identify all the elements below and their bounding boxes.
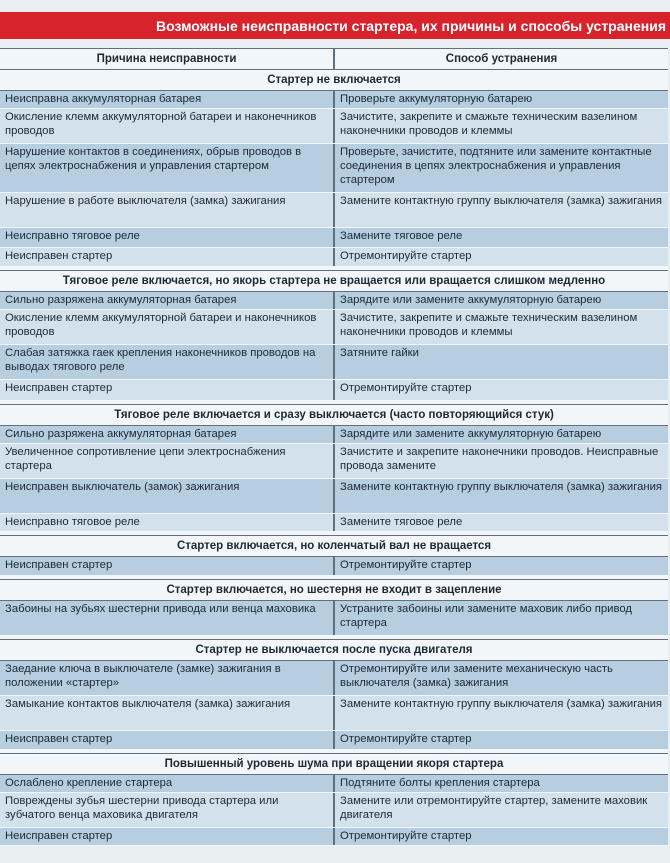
table-row bbox=[0, 661, 668, 696]
table-row bbox=[0, 228, 668, 248]
fix-cell: Подтяните болты крепления стартера bbox=[340, 777, 540, 789]
troubleshooting-table bbox=[0, 48, 668, 846]
cause-cell: Нарушение контактов в соединениях, обрыв проводов в цепях электроснабжения и управления стартером bbox=[0, 144, 335, 192]
table-row bbox=[0, 601, 668, 636]
fix-cell: Отремонтируйте стартер bbox=[340, 830, 472, 842]
table-row bbox=[0, 109, 668, 144]
section-heading: Тяговое реле включается и сразу выключается (часто повторяющийся стук) bbox=[0, 405, 668, 426]
table-row bbox=[0, 775, 668, 793]
cause-cell: Окисление клемм аккумуляторной батареи и наконечников проводов bbox=[0, 109, 335, 143]
cause-cell: Увеличенное сопротивление цепи электроснабжения стартера bbox=[0, 444, 335, 478]
fix-cell: Зарядите или замените аккумуляторную батарею bbox=[340, 428, 602, 440]
table-row bbox=[0, 426, 668, 444]
fix-cell: Замените тяговое реле bbox=[340, 230, 463, 242]
cause-cell: Слабая затяжка гаек крепления наконечников проводов на выводах тягового реле bbox=[0, 345, 335, 379]
fix-cell: Отремонтируйте стартер bbox=[340, 559, 472, 571]
page-title: Возможные неисправности стартера, их причины и способы устранения bbox=[156, 17, 666, 34]
cause-cell: Неисправен стартер bbox=[0, 380, 335, 400]
cause-cell: Заедание ключа в выключателе (замке) зажигания в положении «стартер» bbox=[0, 661, 335, 695]
fix-cell: Замените контактную группу выключателя (замка) зажигания bbox=[340, 195, 663, 207]
table-row bbox=[0, 793, 668, 828]
fix-cell: Замените контактную группу выключателя (замка) зажигания bbox=[340, 481, 663, 493]
fix-cell: Зарядите или замените аккумуляторную батарею bbox=[340, 294, 602, 306]
fix-cell: Отремонтируйте или замените механическую часть выключателя (замка) зажигания bbox=[340, 663, 613, 689]
table-row bbox=[0, 310, 668, 345]
table-row bbox=[0, 557, 668, 576]
fix-cell: Замените или отремонтируйте стартер, замените маховик двигателя bbox=[340, 795, 648, 821]
cause-cell: Замыкание контактов выключателя (замка) зажигания bbox=[0, 696, 335, 730]
cause-cell: Неисправен стартер bbox=[0, 731, 335, 749]
fix-cell: Устраните забоины или замените маховик либо привод стартера bbox=[340, 603, 632, 629]
fix-cell: Зачистите и закрепите наконечники проводов. Неисправные провода замените bbox=[340, 446, 659, 472]
fix-cell: Зачистите, закрепите и смажьте техническим вазелином наконечники проводов и клеммы bbox=[340, 312, 638, 338]
cause-cell: Неисправен стартер bbox=[0, 557, 335, 575]
table-header-row bbox=[0, 49, 668, 70]
fix-cell: Проверьте, зачистите, подтяните или замените контактные соединения в цепях электроснабжения и управления стартером bbox=[340, 146, 652, 186]
section-heading: Стартер включается, но шестерня не входит в зацепление bbox=[0, 580, 668, 601]
cause-cell: Неисправен стартер bbox=[0, 248, 335, 266]
table-row bbox=[0, 444, 668, 479]
fix-cell: Замените контактную группу выключателя (замка) зажигания bbox=[340, 698, 663, 710]
cause-cell: Повреждены зубья шестерни привода стартера или зубчатого венца маховика двигателя bbox=[0, 793, 335, 827]
fix-cell: Замените тяговое реле bbox=[340, 516, 463, 528]
cause-cell: Неисправно тяговое реле bbox=[0, 514, 335, 531]
cause-cell: Забоины на зубьях шестерни привода или венца маховика bbox=[0, 601, 335, 635]
cause-cell: Сильно разряжена аккумуляторная батарея bbox=[0, 292, 335, 309]
cause-cell: Неисправен выключатель (замок) зажигания bbox=[0, 479, 335, 513]
table-row bbox=[0, 144, 668, 193]
section-heading: Стартер включается, но коленчатый вал не вращается bbox=[0, 536, 668, 557]
table-row bbox=[0, 828, 668, 846]
fix-cell: Затяните гайки bbox=[340, 347, 419, 359]
cause-cell: Окисление клемм аккумуляторной батареи и наконечников проводов bbox=[0, 310, 335, 344]
column-header-fix: Способ устранения bbox=[445, 53, 558, 65]
section-heading: Стартер не выключается после пуска двигателя bbox=[0, 640, 668, 661]
table-row bbox=[0, 514, 668, 532]
table-row bbox=[0, 345, 668, 380]
cause-cell: Неисправен стартер bbox=[0, 828, 335, 845]
table-row bbox=[0, 248, 668, 267]
fix-cell: Отремонтируйте стартер bbox=[340, 382, 472, 394]
section-heading: Тяговое реле включается, но якорь стартера не вращается или вращается слишком медленно bbox=[0, 271, 668, 292]
cause-cell: Сильно разряжена аккумуляторная батарея bbox=[0, 426, 335, 443]
cause-cell: Неисправно тяговое реле bbox=[0, 228, 335, 247]
cause-cell: Нарушение в работе выключателя (замка) зажигания bbox=[0, 193, 335, 227]
fix-cell: Отремонтируйте стартер bbox=[340, 733, 472, 745]
table-row bbox=[0, 91, 668, 109]
section-heading: Повышенный уровень шума при вращении якоря стартера bbox=[0, 754, 668, 775]
table-body bbox=[0, 70, 668, 846]
table-row bbox=[0, 193, 668, 228]
fix-cell: Отремонтируйте стартер bbox=[340, 250, 472, 262]
table-row bbox=[0, 479, 668, 514]
cause-cell: Ослаблено крепление стартера bbox=[0, 775, 335, 792]
table-row bbox=[0, 380, 668, 401]
title-bar bbox=[0, 12, 670, 39]
table-row bbox=[0, 731, 668, 750]
cause-cell: Неисправна аккумуляторная батарея bbox=[0, 91, 335, 108]
fix-cell: Проверьте аккумуляторную батарею bbox=[340, 93, 533, 105]
table-row bbox=[0, 292, 668, 310]
fix-cell: Зачистите, закрепите и смажьте техническим вазелином наконечники проводов и клеммы bbox=[340, 111, 638, 137]
column-header-cause: Причина неисправности bbox=[0, 49, 335, 69]
section-heading: Стартер не включается bbox=[0, 70, 668, 91]
table-row bbox=[0, 696, 668, 731]
